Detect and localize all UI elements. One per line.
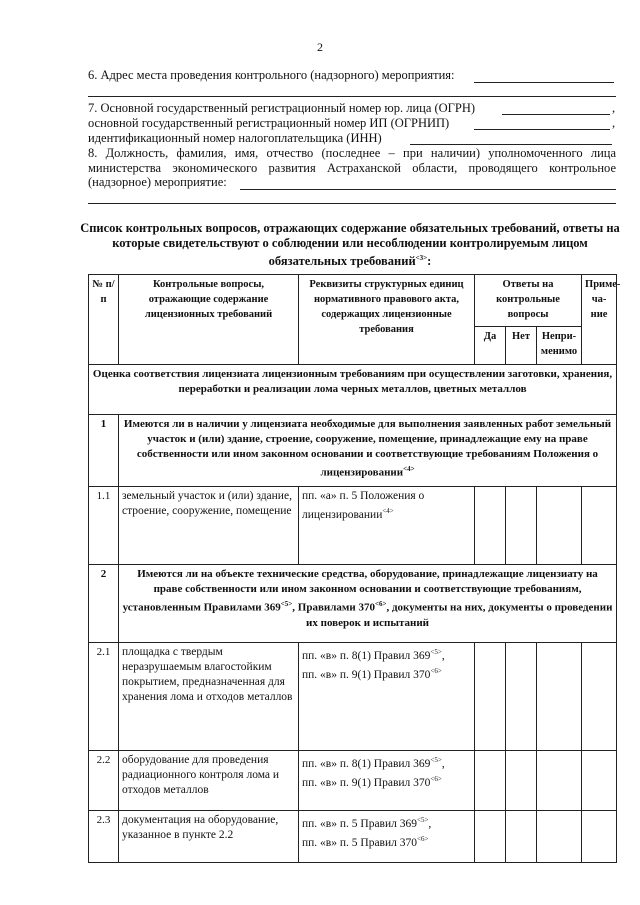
header-questions: Контрольные вопросы, отражающие содержание лицензионных требований	[119, 275, 299, 365]
requisite-cell: пп. «в» п. 8(1) Правил $369^{<5>}$, пп. «в» п. 9(1) Правил $370^{<6>}$	[299, 751, 475, 811]
note-cell[interactable]	[582, 643, 617, 751]
note-cell[interactable]	[582, 811, 617, 863]
header-requisites: Реквизиты структурных единиц нормативного правового акта, содержащих лицензионные требования	[299, 275, 475, 365]
item7-ogrn-label: 7. Основной государственный регистрационный номер юр. лица (ОГРН)	[88, 101, 476, 115]
item8-label: 8. Должность, фамилия, имя, отчество (последнее – при наличии) уполномоченного лица министерства экономического развития Астраханской области, проводящего контрольное (надзорное) мероприятие:	[88, 146, 616, 189]
table-row	[89, 487, 617, 565]
answer-no-cell[interactable]	[506, 751, 537, 811]
answer-no-cell[interactable]	[506, 811, 537, 863]
answer-yes-cell[interactable]	[475, 487, 506, 565]
requisite-cell: пп. «а» п. 5 Положения о лицензировании$^{<4>}$	[299, 487, 475, 565]
inn-blank[interactable]	[410, 144, 612, 145]
row-num: 2.3	[89, 811, 119, 863]
answer-na-cell[interactable]	[537, 751, 582, 811]
answer-na-cell[interactable]	[537, 811, 582, 863]
checklist-table	[88, 274, 621, 863]
item6-blank[interactable]	[474, 82, 614, 83]
comma: ,	[612, 101, 616, 115]
item6-label: 6. Адрес места проведения контрольного (надзорного) мероприятия:	[88, 68, 455, 82]
item6-blank-line2[interactable]	[88, 96, 616, 97]
answer-no-cell[interactable]	[506, 643, 537, 751]
answer-yes-cell[interactable]	[475, 811, 506, 863]
group2-text: Имеются ли на объекте технические средства, оборудование, принадлежащие лицензиату на праве собственности или ином законном основании и соответствующие требованиям, установленным Правилами $369^{<5>}$, Правилами $370^{<6>}$, документы на них, документы о проведении их поверок и испытаний	[119, 565, 617, 643]
item8-blank-line2[interactable]	[88, 203, 616, 204]
answer-na-cell[interactable]	[537, 643, 582, 751]
question-cell: земельный участок и (или) здание, строение, сооружение, помещение	[119, 487, 299, 565]
item7-inn-label: идентификационный номер налогоплательщика (ИНН)	[88, 131, 382, 145]
row-num: 2.1	[89, 643, 119, 751]
header-answers: Ответы на контрольные вопросы	[475, 275, 582, 327]
item7-ogrnip-label: основной государственный регистрационный номер ИП (ОГРНИП)	[88, 116, 450, 130]
ogrnip-blank[interactable]	[474, 129, 610, 130]
header-yes: Да	[475, 327, 506, 365]
note-cell[interactable]	[582, 751, 617, 811]
ogrn-blank[interactable]	[502, 114, 610, 115]
answer-yes-cell[interactable]	[475, 751, 506, 811]
answer-na-cell[interactable]	[537, 487, 582, 565]
comma: ,	[612, 116, 616, 130]
row-num: 2.2	[89, 751, 119, 811]
question-cell: площадка с твердым неразрушаемым влагостойким покрытием, предназначенная для хранения лома и отходов металлов	[119, 643, 299, 751]
item8-blank[interactable]	[240, 189, 616, 190]
checklist-title: Список контрольных вопросов, отражающих содержание обязательных требований, ответы на которые свидетельствуют о соблюдении или несоблюдении контролируемым лицом обязательных требований$^{<3>}$:	[80, 221, 620, 269]
header-na: Непри-менимо	[537, 327, 582, 365]
requisite-cell: пп. «в» п. 8(1) Правил $369^{<5>}$, пп. «в» п. 9(1) Правил $370^{<6>}$	[299, 643, 475, 751]
table-row	[89, 751, 617, 811]
table-row	[89, 811, 617, 863]
group1-text: Имеются ли в наличии у лицензиата необходимые для выполнения заявленных работ земельный участок и (или) здание, строение, сооружение, помещение, принадлежащие ему на праве собственности или ином законном основании и соответствующие требованиям Положения о лицензировании$^{<4>}$	[119, 415, 617, 487]
section-title: Оценка соответствия лицензиата лицензионным требованиям при осуществлении заготовки, хранения, переработки и реализации лома черных металлов, цветных металлов	[89, 365, 617, 415]
question-cell: документация на оборудование, указанное в пункте 2.2	[119, 811, 299, 863]
question-cell: оборудование для проведения радиационного контроля лома и отходов металлов	[119, 751, 299, 811]
header-notes: Приме-ча-ние	[582, 275, 617, 365]
answer-no-cell[interactable]	[506, 487, 537, 565]
answer-yes-cell[interactable]	[475, 643, 506, 751]
group2-num: 2	[89, 565, 119, 643]
table-row	[89, 643, 617, 751]
header-num: № п/п	[89, 275, 119, 365]
requisite-cell: пп. «в» п. 5 Правил $369^{<5>}$, пп. «в» п. 5 Правил $370^{<6>}$	[299, 811, 475, 863]
page-number: 2	[317, 40, 323, 54]
note-cell[interactable]	[582, 487, 617, 565]
header-no: Нет	[506, 327, 537, 365]
row-num: 1.1	[89, 487, 119, 565]
group1-num: 1	[89, 415, 119, 487]
